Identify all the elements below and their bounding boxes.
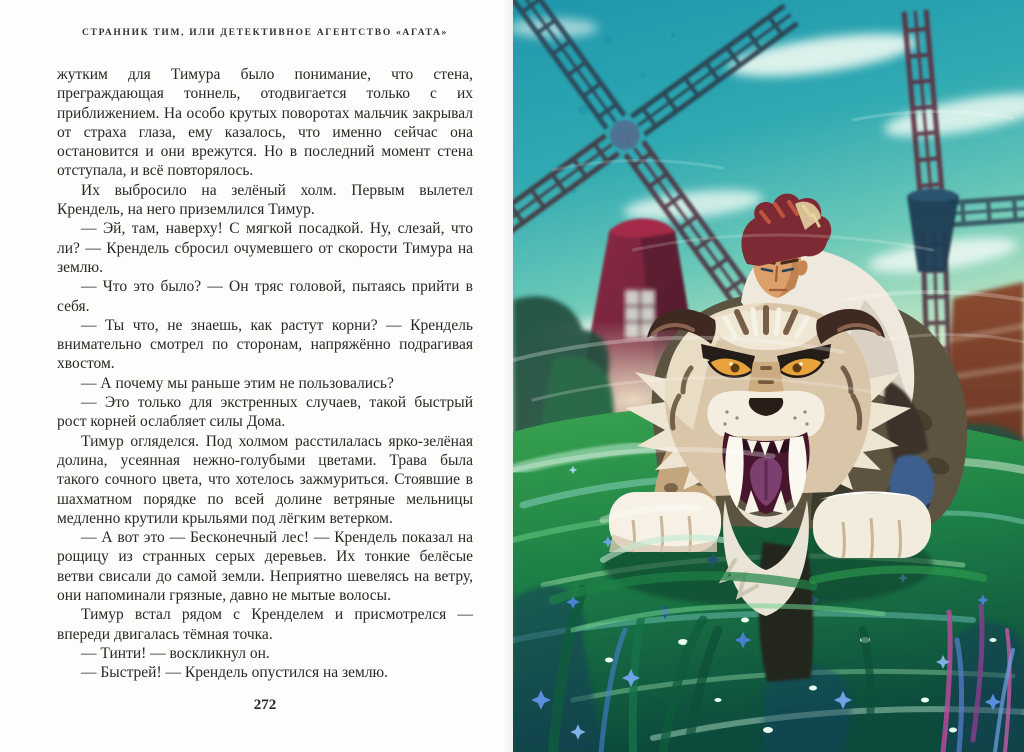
paragraph: Тимур встал рядом с Кренделем и присмотрелся — впереди двигалась тёмная точка. [57, 606, 473, 643]
paragraph: — Ты что, не знаешь, как растут корни? — Крендель внимательно смотрел по сторонам, напряжённо подрагивая хвостом. [57, 316, 473, 373]
paragraph: жутким для Тимура было понимание, что стена, преграждающая тоннель, отодвигается только с их приближением. На особо крутых поворотах мальчик закрывал от страха глаза, ему казалось, что именно сейчас она остановится и они врежутся. Но в последний момент стена отступала, и всё повторялось. [57, 66, 473, 180]
paragraph: Их выбросило на зелёный холм. Первым вылетел Крендель, на него приземлился Тимур. [57, 181, 473, 219]
illustration [513, 0, 1024, 752]
paragraph: — Быстрей! — Крендель опустился на землю. [81, 664, 389, 682]
paragraph: — А вот это — Бесконечный лес! — Крендель показал на рощицу из странных серых деревьев. Их тонкие белёсые ветви свисали до самой земли. Неприятно шевелясь на ветру, они напоминали грязные, давно не мытые волосы. [57, 529, 473, 605]
paragraph: — А почему мы раньше этим не пользовались? [81, 374, 394, 392]
paragraph: — Тинти! — воскликнул он. [81, 644, 270, 662]
paragraph: — Это только для экстренных случаев, такой быстрый рост корней ослабляет силы Дома. [57, 394, 473, 431]
illustration-page [513, 0, 1024, 752]
page-gutter-shadow [503, 0, 513, 752]
body-text [57, 65, 473, 683]
paragraph: Тимур огляделся. Под холмом расстилалась ярко-зелёная долина, усеянная нежно-голубыми цветами. Трава была такого сочного цвета, что хотелось зажмуриться. Стоявшие в шахматном порядке по всей долине ветряные мельницы медленно крутили крыльями под лёгким ветерком. [57, 432, 473, 527]
page-number: 272 [253, 697, 277, 713]
paragraph: — Что это было? — Он тряс головой, пытаясь прийти в себя. [57, 278, 473, 315]
running-head: СТРАННИК ТИМ, ИЛИ ДЕТЕКТИВНОЕ АГЕНТСТВО «АГАТА» [81, 28, 449, 38]
paragraph: — Эй, там, наверху! С мягкой посадкой. Ну, слезай, что ли? — Крендель сбросил очумевшего от скорости Тимура на землю. [57, 220, 473, 276]
